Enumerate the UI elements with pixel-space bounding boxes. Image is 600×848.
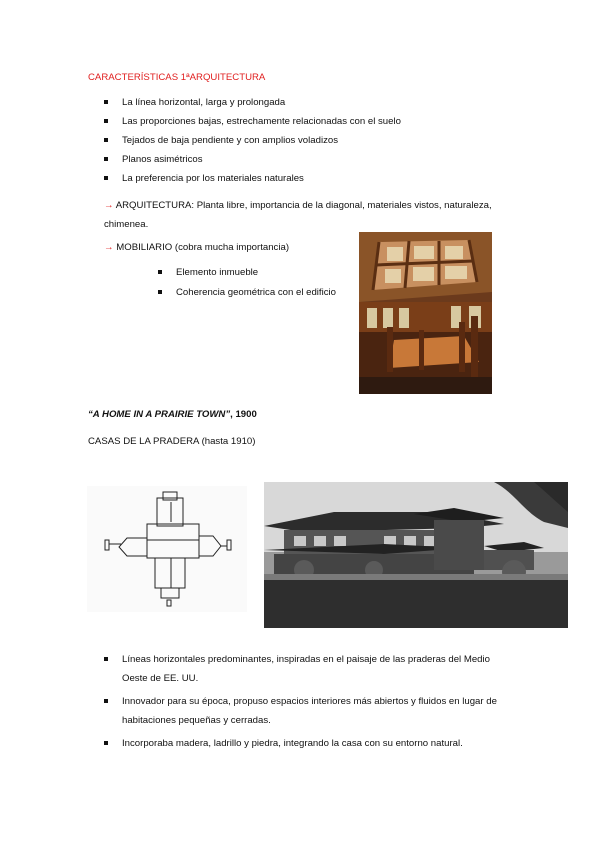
house-year: , 1900 [230, 409, 257, 420]
arrow-icon: → [104, 200, 114, 211]
mobiliario-list [158, 266, 336, 306]
list-item: Elemento inmueble [158, 266, 336, 286]
arrow-icon: → [104, 242, 114, 253]
list-item: La línea horizontal, larga y prolongada [104, 96, 401, 115]
list-item: La preferencia por los materiales naturales [104, 172, 401, 191]
dining-room-photo [359, 232, 492, 394]
house-heading [88, 409, 257, 420]
house-title: “A HOME IN A PRAIRIE TOWN” [88, 409, 231, 420]
mobiliario-label: MOBILIARIO (cobra mucha importancia) [116, 242, 290, 253]
list-item: Planos asimétricos [104, 153, 401, 172]
prairie-house-photo [264, 482, 568, 628]
house-features-list [104, 650, 514, 757]
arquitectura-paragraph [104, 196, 492, 234]
mobiliario-paragraph [104, 238, 289, 257]
characteristics-list [104, 96, 401, 191]
section-title: CARACTERÍSTICAS 1ªARQUITECTURA [88, 72, 266, 83]
arquitectura-line-1: ARQUITECTURA: Planta libre, importancia de la diagonal, materiales vistos, naturaleza, [115, 200, 492, 211]
list-item: Coherencia geométrica con el edificio [158, 286, 336, 306]
list-item: Innovador para su época, propuso espacios interiores más abiertos y fluidos en lugar de habitaciones pequeñas y cerradas. [104, 692, 514, 730]
list-item: Líneas horizontales predominantes, inspiradas en el paisaje de las praderas del Medio Oeste de EE. UU. [104, 650, 514, 688]
list-item: Tejados de baja pendiente y con amplios voladizos [104, 134, 401, 153]
list-item: Incorporaba madera, ladrillo y piedra, integrando la casa con su entorno natural. [104, 734, 514, 753]
list-item: Las proporciones bajas, estrechamente relacionadas con el suelo [104, 115, 401, 134]
prairie-subheading: CASAS DE LA PRADERA (hasta 1910) [88, 436, 256, 447]
arquitectura-line-2: chimenea. [104, 219, 149, 230]
floor-plan-drawing [87, 486, 247, 612]
